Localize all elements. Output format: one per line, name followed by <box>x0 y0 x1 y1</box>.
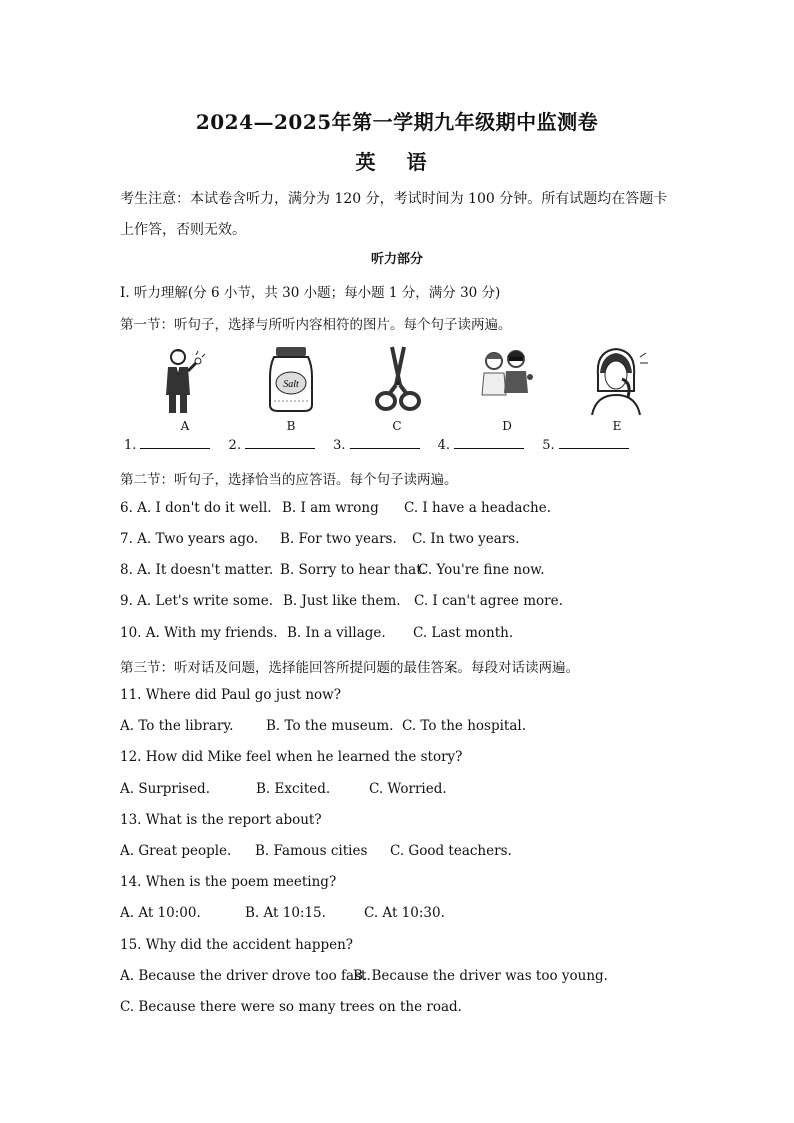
part1-heading: I. 听力理解(分 6 小节，共 30 小题；每小题 1 分，满分 30 分) <box>120 285 501 301</box>
question-option: B. Excited. <box>256 781 331 797</box>
question-option: B. In a village. <box>287 625 386 641</box>
question-option: A. At 10:00. <box>120 905 201 921</box>
answer-blank[interactable] <box>350 436 420 449</box>
exam-notice: 考生注意：本试卷含听力，满分为 120 分，考试时间为 100 分钟。所有试题均在答题卡上作答，否则无效。 <box>120 191 668 238</box>
question-option: C. I have a headache. <box>404 500 552 516</box>
question-option: 6. A. I don't do it well. <box>120 500 272 516</box>
question-text: 11. Where did Paul go just now? <box>120 687 341 703</box>
question-option: C. In two years. <box>412 531 520 547</box>
salt-jar-icon <box>256 345 326 415</box>
question-text: 15. Why did the accident happen? <box>120 937 354 953</box>
svg-text:Salt: Salt <box>283 379 299 390</box>
question-option: 9. A. Let's write some. <box>120 593 273 609</box>
question-option: A. Because the driver drove too fast. <box>120 968 371 984</box>
section-heading: 听力部分 <box>370 252 423 267</box>
question-option: A. Great people. <box>120 843 232 859</box>
question-option: A. To the library. <box>120 718 234 734</box>
question-option: 10. A. With my friends. <box>120 625 278 641</box>
question-option: B. I am wrong <box>282 500 379 516</box>
question-option: B. Famous cities <box>255 843 368 859</box>
picture-label: A <box>180 419 190 433</box>
scissors-icon <box>362 345 432 415</box>
question-option: C. Last month. <box>413 625 514 641</box>
question-text: 12. How did Mike feel when he learned the story? <box>120 749 463 765</box>
answer-blank[interactable] <box>245 436 315 449</box>
picture-label: E <box>612 419 622 433</box>
question-option: B. Because the driver was too young. <box>353 968 608 984</box>
picture-label: D <box>502 419 512 433</box>
question-option: C. Because there were so many trees on the road. <box>120 999 462 1015</box>
question-option: C. To the hospital. <box>402 718 526 734</box>
subject-title: 英 语 <box>355 150 439 174</box>
question-option: 7. A. Two years ago. <box>120 531 259 547</box>
question-option: B. Just like them. <box>283 593 401 609</box>
question-text: 14. When is the poem meeting? <box>120 874 337 890</box>
blank-number: 4. <box>437 438 451 453</box>
answer-blanks <box>124 436 643 453</box>
answer-blank[interactable] <box>559 436 629 449</box>
girls-icon <box>472 345 542 415</box>
question-option: C. Good teachers. <box>390 843 512 859</box>
man-talking-icon <box>150 345 220 415</box>
sec1-heading: 第一节：听句子，选择与所听内容相符的图片。每个句子读两遍。 <box>120 317 512 333</box>
picture-label: C <box>392 419 402 433</box>
blank-number: 3. <box>333 438 346 453</box>
question-option: B. At 10:15. <box>245 905 326 921</box>
question-option: 8. A. It doesn't matter. <box>120 562 274 578</box>
picture-label: B <box>286 419 296 433</box>
page-title: 2024—2025年第一学期九年级期中监测卷 <box>195 110 599 134</box>
blank-number: 2. <box>228 438 241 453</box>
question-option: C. You're fine now. <box>418 562 545 578</box>
picture-row <box>150 345 650 435</box>
answer-blank[interactable] <box>454 436 524 449</box>
question-text: 13. What is the report about? <box>120 812 322 828</box>
woman-toothache-icon <box>582 345 652 415</box>
question-option: B. To the museum. <box>266 718 394 734</box>
blank-number: 1. <box>124 438 137 453</box>
question-option: C. At 10:30. <box>364 905 445 921</box>
blank-number: 5. <box>542 438 555 453</box>
sec3-heading: 第三节：听对话及问题，选择能回答所提问题的最佳答案。每段对话读两遍。 <box>120 660 579 676</box>
question-option: B. For two years. <box>280 531 397 547</box>
sec2-heading: 第二节：听句子，选择恰当的应答语。每个句子读两遍。 <box>120 472 458 488</box>
question-option: B. Sorry to hear that. <box>280 562 426 578</box>
question-option: A. Surprised. <box>120 781 210 797</box>
answer-blank[interactable] <box>140 436 210 449</box>
question-option: C. Worried. <box>369 781 447 797</box>
question-option: C. I can't agree more. <box>414 593 563 609</box>
